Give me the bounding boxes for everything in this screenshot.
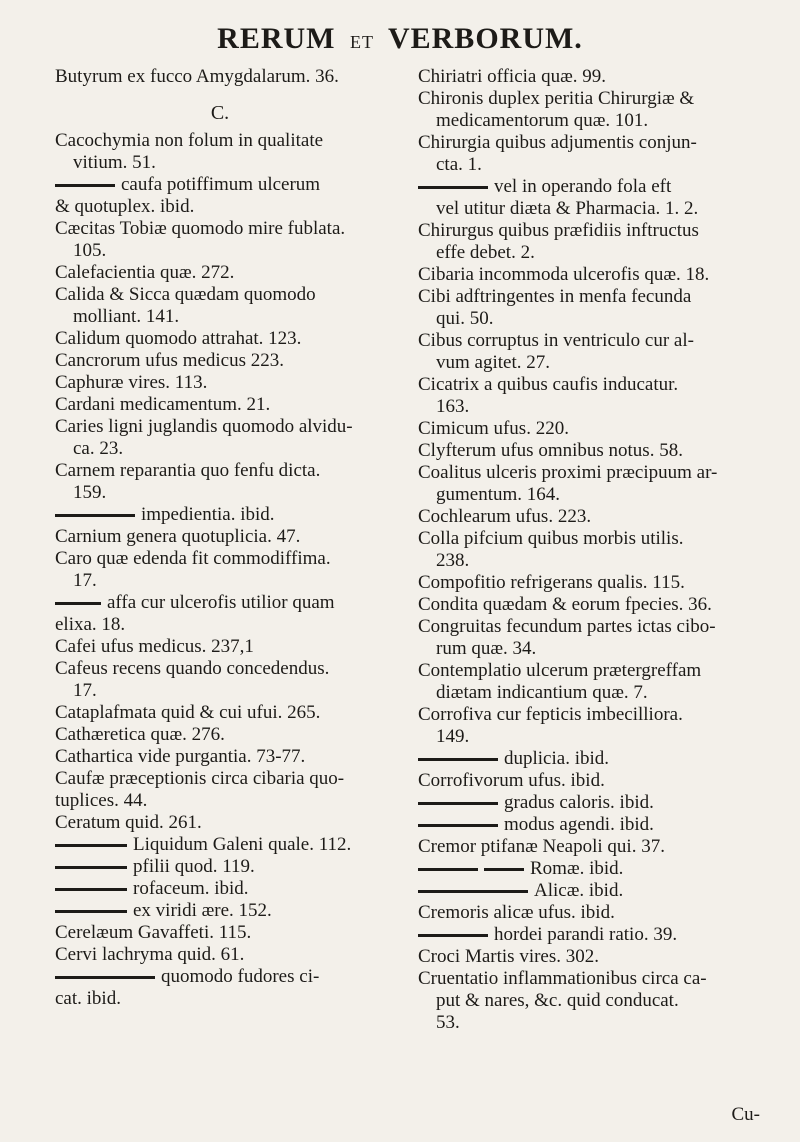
index-entry: Cicatrix a quibus caufis inducatur. — [418, 374, 679, 395]
index-entry: Cibaria incommoda ulcerofis quæ. 18. — [418, 264, 710, 285]
ditto-dash — [55, 514, 135, 517]
ditto-dash — [484, 868, 524, 871]
index-entry: vitium. 51. — [73, 152, 156, 173]
index-entry: 149. — [436, 726, 470, 747]
index-entry: Corrofivorum ufus. ibid. — [418, 770, 605, 791]
index-entry: & quotuplex. ibid. — [55, 196, 195, 217]
index-entry: Cibus corruptus in ventriculo cur al- — [418, 330, 694, 351]
index-entry: Cremor ptifanæ Neapoli qui. 37. — [418, 836, 665, 857]
index-entry: Butyrum ex fucco Amygdalarum. 36. — [55, 66, 339, 87]
index-subentry: modus agendi. ibid. — [418, 814, 763, 836]
ditto-dash — [55, 602, 101, 605]
index-entry: ca. 23. — [73, 438, 124, 459]
index-entry: Congruitas fecundum partes ictas cibo- — [418, 616, 716, 637]
index-entry: Coalitus ulceris proximi præcipuum ar- — [418, 462, 718, 483]
index-entry: Cafei ufus medicus. 237,1 — [55, 636, 254, 657]
index-entry: Contemplatio ulcerum prætergreffam — [418, 660, 702, 681]
index-entry: Caphuræ vires. 113. — [55, 372, 208, 393]
header-et: ET — [350, 32, 374, 52]
index-subentry: impedientia. ibid. — [55, 504, 385, 526]
index-entry: tuplices. 44. — [55, 790, 148, 811]
index-entry: effe debet. 2. — [436, 242, 535, 263]
right-column — [418, 66, 763, 1034]
ditto-dash — [55, 976, 155, 979]
index-subentry: affa cur ulcerofis utilior quam — [55, 592, 385, 614]
index-entry: Cardani medicamentum. 21. — [55, 394, 271, 415]
index-subentry: Romæ. ibid. — [418, 858, 763, 880]
index-entry: Colla pifcium quibus morbis utilis. — [418, 528, 684, 549]
index-entry: Calidum quomodo attrahat. 123. — [55, 328, 302, 349]
index-entry: cat. ibid. — [55, 988, 121, 1009]
index-entry: 53. — [436, 1012, 460, 1033]
index-entry: molliant. 141. — [73, 306, 180, 327]
index-entry: Caries ligni juglandis quomodo alvidu- — [55, 416, 353, 437]
index-entry: Clyfterum ufus omnibus notus. 58. — [418, 440, 683, 461]
index-entry: elixa. 18. — [55, 614, 126, 635]
section-letter: C. — [210, 102, 230, 124]
running-header — [0, 22, 800, 56]
index-entry: gumentum. 164. — [436, 484, 561, 505]
index-entry: Calida & Sicca quædam quomodo — [55, 284, 316, 305]
index-entry: 163. — [436, 396, 470, 417]
index-entry: Cimicum ufus. 220. — [418, 418, 569, 439]
ditto-dash — [418, 802, 498, 805]
index-entry: Cataplafmata quid & cui ufui. 265. — [55, 702, 321, 723]
index-subentry: hordei parandi ratio. 39. — [418, 924, 763, 946]
index-entry: Corrofiva cur fepticis imbecilliora. — [418, 704, 683, 725]
index-entry: qui. 50. — [436, 308, 494, 329]
index-entry: Chirurgus quibus præfidiis inftructus — [418, 220, 699, 241]
ditto-dash — [55, 184, 115, 187]
index-entry: Caro quæ edenda fit commodiffima. — [55, 548, 331, 569]
catchword: Cu- — [731, 1104, 760, 1125]
header-verborum: VERBORUM. — [387, 22, 583, 55]
left-column — [55, 66, 385, 1010]
index-entry: Chirurgia quibus adjumentis conjun- — [418, 132, 697, 153]
index-entry: Croci Martis vires. 302. — [418, 946, 600, 967]
index-entry: 159. — [73, 482, 107, 503]
index-entry: 238. — [436, 550, 470, 571]
index-subentry: pfilii quod. 119. — [55, 856, 385, 878]
index-subentry: caufa potiffimum ulcerum — [55, 174, 385, 196]
index-entry: Cervi lachryma quid. 61. — [55, 944, 245, 965]
index-entry: Cremoris alicæ ufus. ibid. — [418, 902, 615, 923]
ditto-dash — [418, 824, 498, 827]
index-entry: Cæcitas Tobiæ quomodo mire fublata. — [55, 218, 346, 239]
index-entry: Cibi adftringentes in menfa fecunda — [418, 286, 692, 307]
index-entry: Cancrorum ufus medicus 223. — [55, 350, 285, 371]
index-entry: 17. — [73, 570, 97, 591]
index-entry: Compofitio refrigerans qualis. 115. — [418, 572, 685, 593]
ditto-dash — [55, 888, 127, 891]
index-subentry: rofaceum. ibid. — [55, 878, 385, 900]
index-entry: put & nares, &c. quid conducat. — [436, 990, 679, 1011]
index-entry: Cafeus recens quando concedendus. — [55, 658, 330, 679]
index-entry: diætam indicantium quæ. 7. — [436, 682, 648, 703]
index-entry: Cathartica vide purgantia. 73-77. — [55, 746, 306, 767]
index-entry: Cruentatio inflammationibus circa ca- — [418, 968, 707, 989]
index-entry: Caufæ præceptionis circa cibaria quo- — [55, 768, 345, 789]
index-subentry: gradus caloris. ibid. — [418, 792, 763, 814]
ditto-dash — [418, 890, 528, 893]
index-entry: Cacochymia non folum in qualitate — [55, 130, 324, 151]
index-entry: Carnem reparantia quo fenfu dicta. — [55, 460, 321, 481]
header-rerum: RERUM — [217, 22, 336, 55]
index-entry: 105. — [73, 240, 107, 261]
index-entry: cta. 1. — [436, 154, 482, 175]
ditto-dash — [418, 186, 488, 189]
ditto-dash — [418, 934, 488, 937]
index-subentry: ex viridi ære. 152. — [55, 900, 385, 922]
index-entry: Calefacientia quæ. 272. — [55, 262, 235, 283]
ditto-dash — [418, 758, 498, 761]
ditto-dash — [55, 910, 127, 913]
index-entry: 17. — [73, 680, 97, 701]
index-entry: medicamentorum quæ. 101. — [436, 110, 649, 131]
ditto-dash — [55, 866, 127, 869]
index-entry: Ceratum quid. 261. — [55, 812, 202, 833]
index-entry: Carnium genera quotuplicia. 47. — [55, 526, 301, 547]
index-entry: vel utitur diæta & Pharmacia. 1. 2. — [436, 198, 699, 219]
index-entry: Cathæretica quæ. 276. — [55, 724, 225, 745]
index-subentry: Liquidum Galeni quale. 112. — [55, 834, 385, 856]
index-entry: vum agitet. 27. — [436, 352, 550, 373]
index-subentry: Alicæ. ibid. — [418, 880, 763, 902]
index-entry: Cerelæum Gavaffeti. 115. — [55, 922, 252, 943]
index-subentry: duplicia. ibid. — [418, 748, 763, 770]
ditto-dash — [418, 868, 478, 871]
index-subentry: vel in operando fola eft — [418, 176, 763, 198]
index-entry: Chironis duplex peritia Chirurgiæ & — [418, 88, 695, 109]
index-subentry: quomodo fudores ci- — [55, 966, 385, 988]
ditto-dash — [55, 844, 127, 847]
index-entry: Cochlearum ufus. 223. — [418, 506, 592, 527]
index-entry: rum quæ. 34. — [436, 638, 537, 659]
index-entry: Condita quædam & eorum fpecies. 36. — [418, 594, 712, 615]
index-entry: Chiriatri officia quæ. 99. — [418, 66, 607, 87]
